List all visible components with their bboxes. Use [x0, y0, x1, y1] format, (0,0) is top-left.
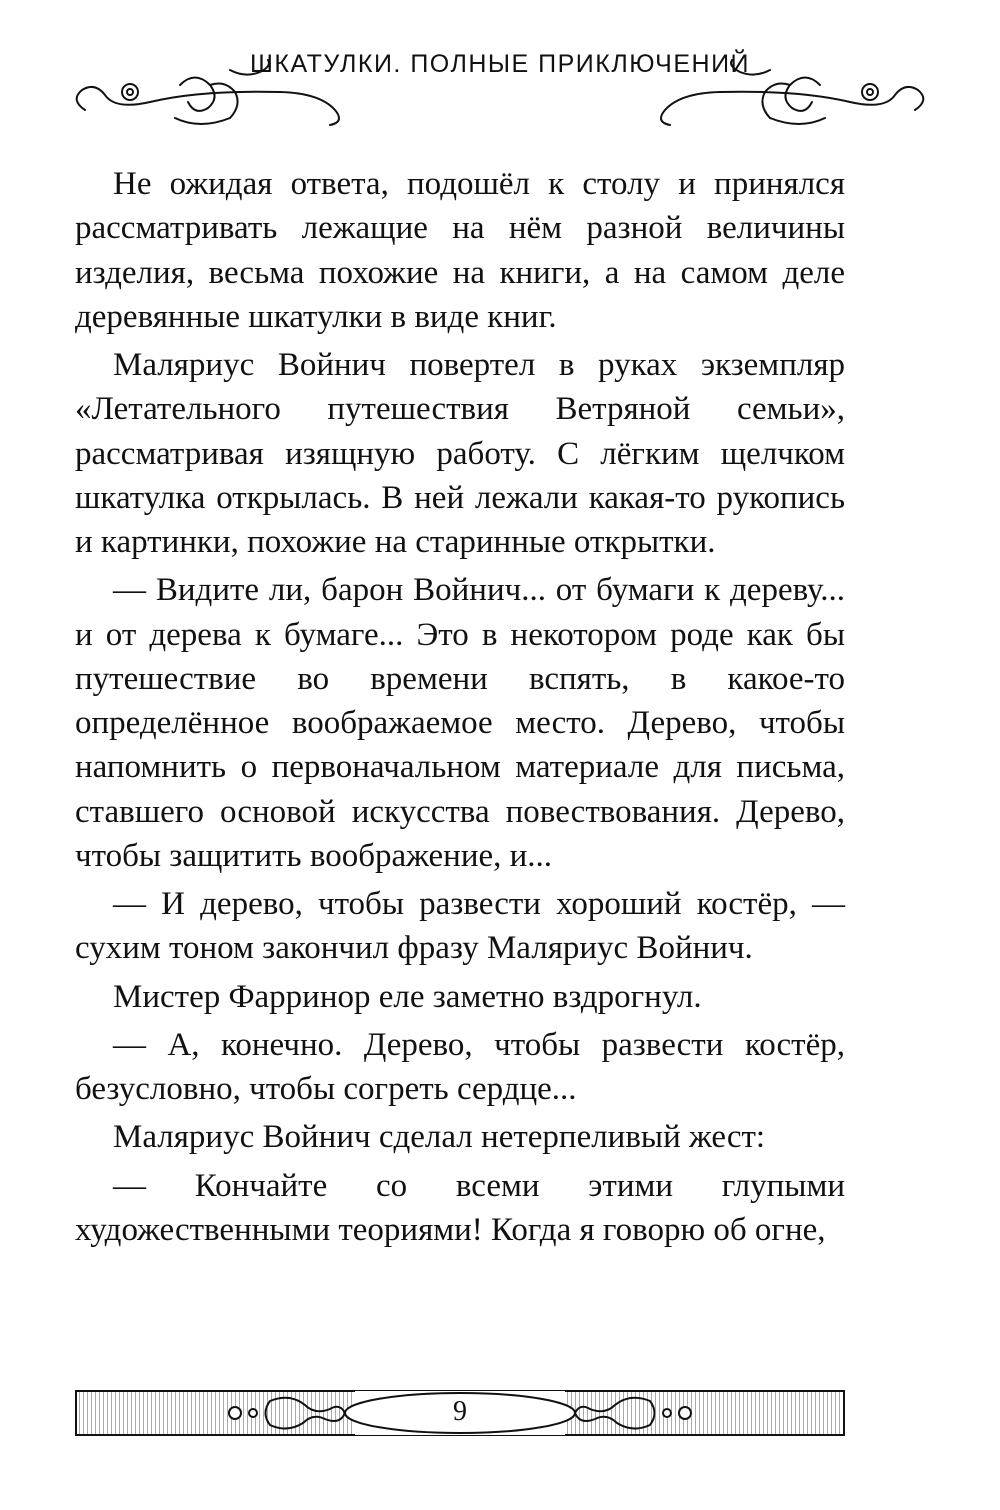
paragraph: — И дерево, чтобы развести хороший костёр, — сухим тоном закончил фразу Маляриус Войнич.	[75, 886, 845, 967]
running-title: ШКАТУЛКИ. ПОЛНЫЕ ПРИКЛЮЧЕНИЙ	[249, 50, 751, 78]
running-header	[60, 30, 940, 140]
main-text	[75, 162, 845, 1252]
paragraph: — Кончайте со всеми этими глупыми художественными теориями! Когда я говорю об огне,	[75, 1167, 845, 1248]
paragraph: — Видите ли, барон Войнич... от бумаги к дереву... и от дерева к бумаге... Это в некотором роде как бы путешествие во времени вспять, в какое-то определённое воображаемое место. Дерево, чтобы напомнить о первоначальном материале для письма, ставшего основой искусства повествования. Дерево, чтобы защитить воображение, и...	[75, 572, 845, 874]
page-number: 9	[453, 1396, 467, 1427]
page-footer	[75, 1389, 845, 1439]
paragraph: Не ожидая ответа, подошёл к столу и принялся рассматривать лежащие на нём разной величины изделия, весьма похожие на книги, а на самом деле деревянные шкатулки в виде книг.	[75, 166, 845, 335]
header-ornament-icon	[60, 30, 940, 140]
paragraph: — А, конечно. Дерево, чтобы развести костёр, безусловно, чтобы согреть сердце...	[75, 1026, 845, 1107]
paragraph: Мистер Фарринор еле заметно вздрогнул.	[113, 978, 702, 1015]
paragraph: Маляриус Войнич сделал нетерпеливый жест:	[113, 1119, 766, 1156]
paragraph: Маляриус Войнич повертел в руках экземпляр «Летательного путешествия Ветряной семьи», рассматривая изящную работу. С лёгким щелчком шкатулка открылась. В ней лежали какая-то рукопись и картинки, похожие на старинные открытки.	[75, 347, 845, 560]
